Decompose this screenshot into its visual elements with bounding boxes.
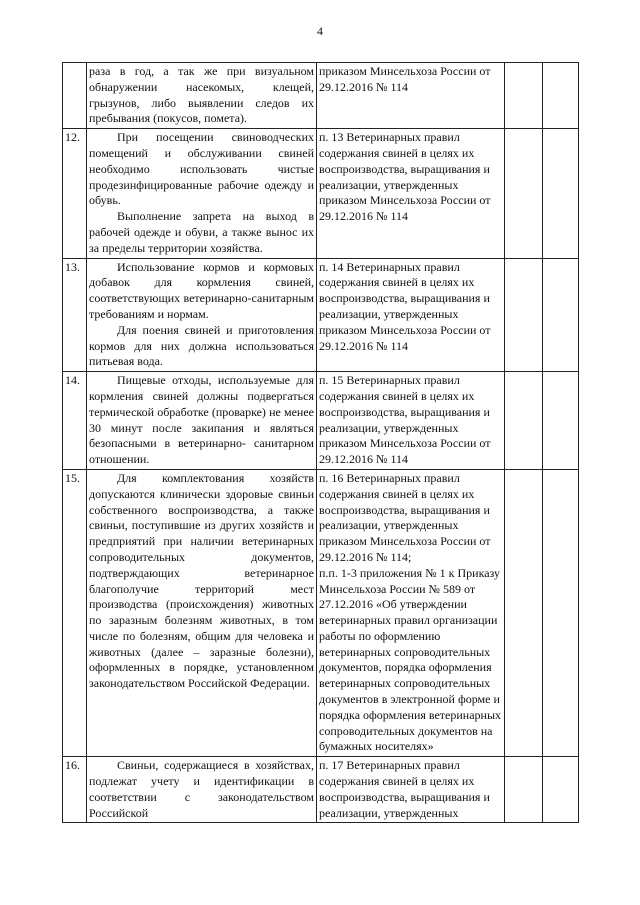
requirement-cell [87,757,317,823]
requirement-cell [87,129,317,258]
legal-reference-cell [317,372,505,470]
answer-cell-1 [505,372,543,470]
row-number-cell: 13. [63,258,87,372]
requirement-paragraph: раза в год, а так же при визуальном обнаружении насекомых, клещей, грызунов, либо выявлении следов их пребывания (покусов, помета). [89,64,314,126]
requirement-cell [87,258,317,372]
answer-cell-1 [505,757,543,823]
answer-cell-1 [505,63,543,129]
row-number-cell: 12. [63,129,87,258]
legal-reference-text: п. 15 Ветеринарных правил содержания свиней в целях их воспроизводства, выращивания и реализации, утвержденных приказом Минсельхоза России от 29.12.2016 № 114 [319,373,491,467]
row-number-cell: 14. [63,372,87,470]
answer-cell-2 [543,63,579,129]
row-number-cell [63,63,87,129]
requirement-paragraph: При посещении свиноводческих помещений и обслуживании свиней необходимо использовать чистые продезинфицированные рабочие одежду и обувь. [89,130,314,208]
legal-reference-text: п. 14 Ветеринарных правил содержания свиней в целях их воспроизводства, выращивания и реализации, утвержденных приказом Минсельхоза России от 29.12.2016 № 114 [319,259,491,353]
legal-reference-text: п. 17 Ветеринарных правил содержания свиней в целях их воспроизводства, выращивания и реализации, утвержденных [319,758,490,820]
answer-cell-2 [543,757,579,823]
answer-cell-1 [505,129,543,258]
legal-reference-cell [317,258,505,372]
checklist-table [62,62,579,823]
legal-reference-cell [317,469,505,756]
answer-cell-2 [543,129,579,258]
requirement-paragraph: Свиньи, содержащиеся в хозяйствах, подлежат учету и идентификации в соответствии с законодательством Российской [89,758,314,820]
requirement-cell [87,372,317,470]
table-row [63,757,579,823]
answer-cell-1 [505,469,543,756]
answer-cell-2 [543,372,579,470]
legal-reference-cell [317,63,505,129]
table-row [63,129,579,258]
table-row [63,469,579,756]
legal-reference-text: п. 16 Ветеринарных правил содержания свиней в целях их воспроизводства, выращивания и реализации, утвержденных приказом Минсельхоза России от 29.12.2016 № 114; п.п. 1-3 приложения № 1 к Приказу Минсельхоза России № 589 от 27.12.2016 «Об утверждении ветеринарных правил организации работы по оформлению ветеринарных сопроводительных документов, порядка оформления ветеринарных сопроводительных документов в электронной форме и порядка оформления ветеринарных сопроводительных документов на бумажных носителях» [319,470,502,754]
requirement-paragraph: Для комплектования хозяйств допускаются клинически здоровые свиньи собственного воспроизводства, а также свиньи, поступившие из других хозяйств и предприятий при наличии ветеринарных сопроводительных документов, подтверждающих ветеринарное благополучие территорий мест производства (происхождения) животных по заразным болезням животных, в том числе по болезням, общим для человека и животных (далее – заразные болезни), оформленных в порядке, установленном законодательством Российской Федерации. [89,470,314,691]
legal-reference-cell [317,129,505,258]
table-row [63,258,579,372]
answer-cell-2 [543,258,579,372]
row-number-cell: 15. [63,469,87,756]
requirement-paragraph: Выполнение запрета на выход в рабочей одежде и обуви, а также вынос их за пределы территории хозяйства. [89,209,314,255]
table-body [63,63,579,823]
requirement-paragraph: Для поения свиней и приготовления кормов для них должна использоваться питьевая вода. [89,322,314,369]
answer-cell-1 [505,258,543,372]
row-number-cell: 16. [63,757,87,823]
legal-reference-text: п. 13 Ветеринарных правил содержания свиней в целях их воспроизводства, выращивания и реализации, утвержденных приказом Минсельхоза России от 29.12.2016 № 114 [319,130,491,224]
requirement-paragraph: Пищевые отходы, используемые для кормления свиней должны подвергаться термической обработке (проварке) не менее 30 минут после закипания и являться безопасными в ветеринарно- санитарном отношении. [89,373,314,467]
legal-reference-text: приказом Минсельхоза России от 29.12.2016 № 114 [319,64,491,94]
legal-reference-cell [317,757,505,823]
answer-cell-2 [543,469,579,756]
table-row [63,63,579,129]
requirement-cell [87,63,317,129]
requirement-paragraph: Использование кормов и кормовых добавок для кормления свиней, соответствующих ветеринарно-санитарным требованиям и нормам. [89,259,314,321]
page-number: 4 [317,24,323,38]
table-row [63,372,579,470]
requirement-cell [87,469,317,756]
